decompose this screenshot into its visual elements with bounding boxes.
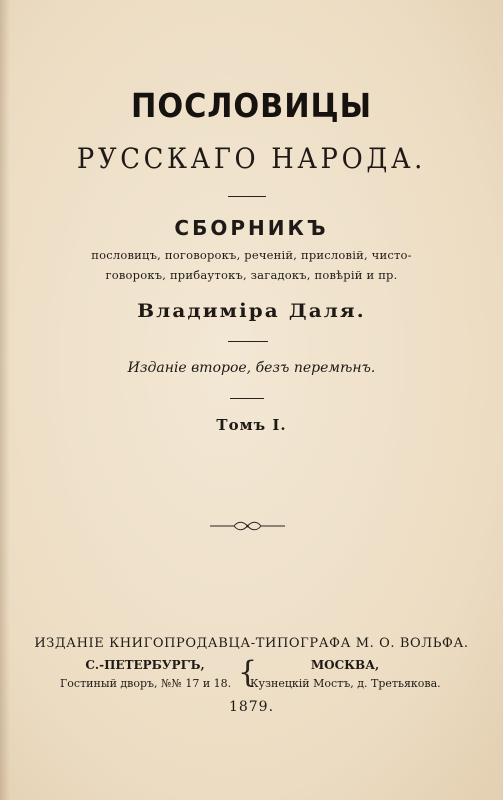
brace-separator: {: [238, 655, 258, 690]
spine-shadow: [0, 0, 10, 800]
publisher-line: ИЗДАНІЕ КНИГОПРОДАВЦА-ТИПОГРАФА М. О. ВОЛЬФА.: [34, 636, 469, 651]
divider-rule: [228, 196, 266, 197]
volume-label: Томъ I.: [216, 416, 287, 434]
city-right-address: Кузнецкій Мостъ, д. Третьякова.: [250, 677, 441, 690]
divider-rule: [230, 398, 264, 399]
title-sub: РУССКАГО НАРОДА.: [76, 142, 427, 175]
city-left-name: С.-ПЕТЕРБУРГЪ,: [85, 658, 205, 672]
author: Владиміра Даля.: [137, 300, 366, 322]
edition-note: Изданіе второе, безъ перемѣнъ.: [127, 360, 376, 376]
description-line-2: говорокъ, прибаутокъ, загадокъ, повѣрій и пр.: [105, 268, 398, 282]
divider-rule: [228, 341, 268, 342]
city-right-name: МОСКВА,: [310, 658, 380, 672]
title-main: ПОСЛОВИЦЫ: [131, 86, 372, 125]
city-left-address: Гостиный дворъ, №№ 17 и 18.: [60, 677, 232, 690]
flourish-ornament-icon: [210, 520, 285, 532]
collection-heading: СБОРНИКЪ: [174, 216, 329, 240]
description-line-1: пословицъ, поговорокъ, реченій, присловій, чисто-: [91, 248, 412, 262]
publication-year: 1879.: [228, 699, 275, 715]
